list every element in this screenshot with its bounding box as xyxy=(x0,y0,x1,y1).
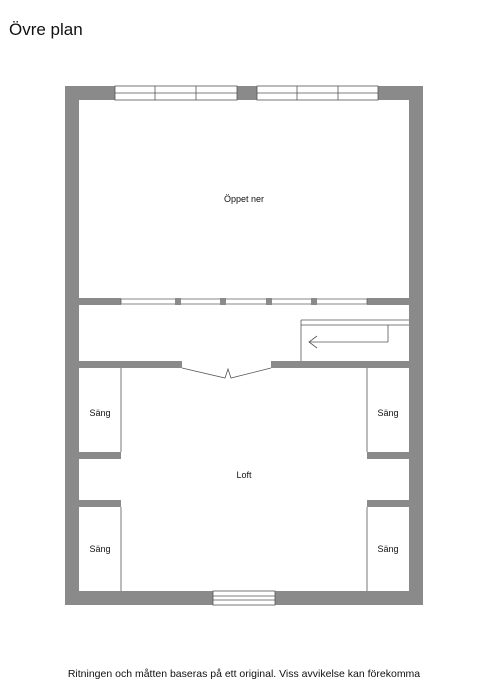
staircase xyxy=(301,320,409,361)
room-label-bed-bottom-left: Säng xyxy=(89,544,111,554)
wall-bottom-right xyxy=(275,591,423,605)
right-alcoves xyxy=(367,368,409,591)
double-door xyxy=(182,368,271,378)
room-label-open-below: Öppet ner xyxy=(223,194,265,204)
room-label-bed-bottom-right: Säng xyxy=(377,544,399,554)
bottom-window xyxy=(213,591,275,605)
plan-title: Övre plan xyxy=(9,20,83,39)
wall-right xyxy=(409,86,423,605)
gallery-railing xyxy=(79,298,409,305)
left-alcoves xyxy=(79,368,121,591)
wall-left xyxy=(65,86,79,605)
room-label-loft: Loft xyxy=(236,470,252,480)
outer-walls xyxy=(65,86,423,605)
room-label-bed-top-left: Säng xyxy=(89,408,111,418)
wall-top-middle xyxy=(237,86,257,100)
wall-bottom-left xyxy=(65,591,213,605)
room-label-bed-top-right: Säng xyxy=(377,408,399,418)
corridor-wall xyxy=(79,361,409,378)
disclaimer-footer: Ritningen och måtten baseras på ett original. Viss avvikelse kan förekomma xyxy=(67,668,421,680)
